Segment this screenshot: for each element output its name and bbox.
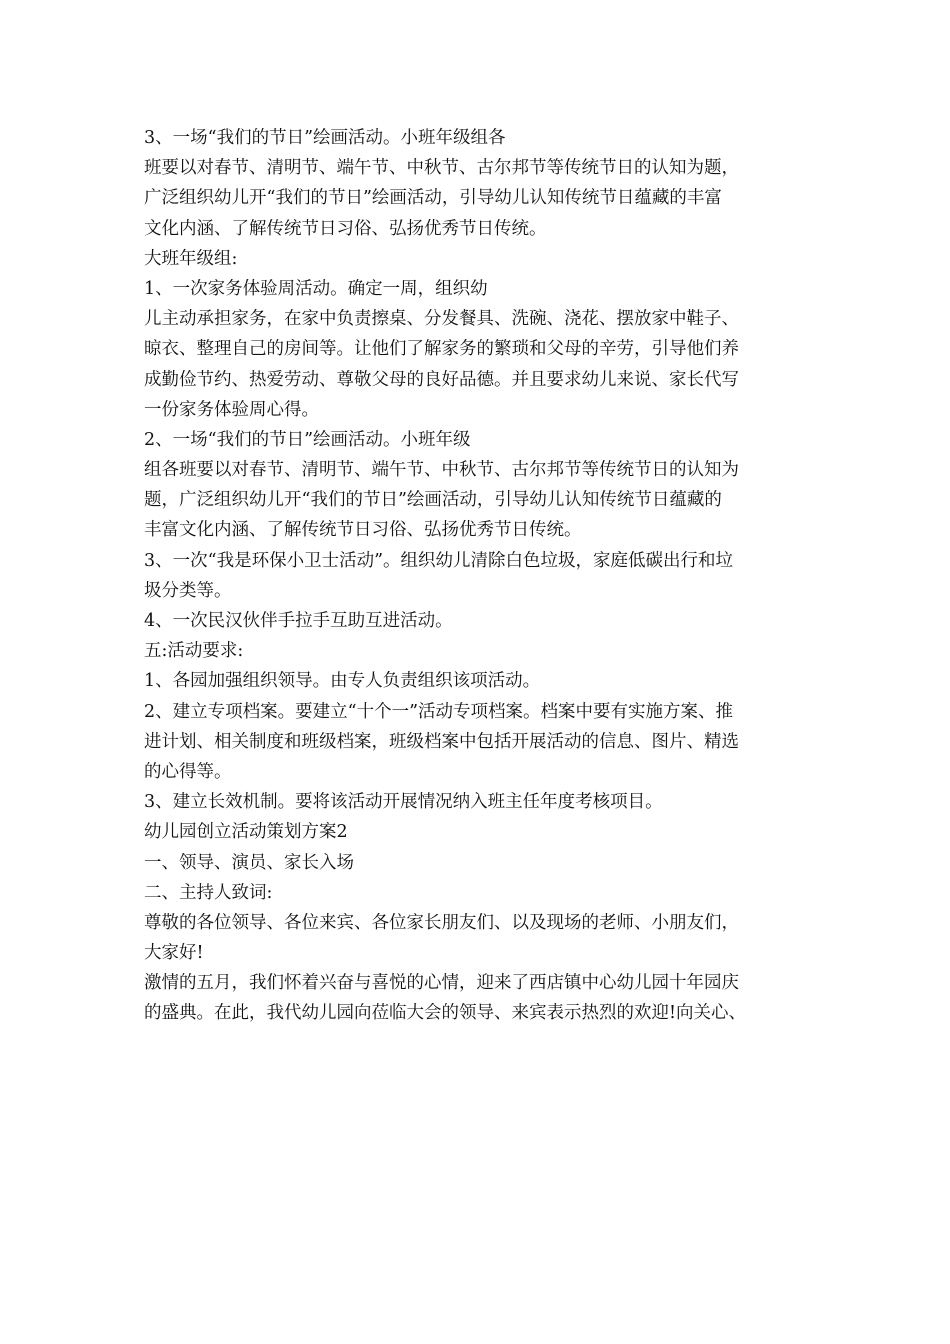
text-line: 1、各园加强组织领导。由专人负责组织该项活动。 [144,671,541,692]
text-line: 文化内涵、了解传统节日习俗、弘扬优秀节日传统。 [144,218,547,239]
text-line: 晾衣、整理自己的房间等。让他们了解家务的繁琐和父母的辛劳，引导他们养 [144,339,739,360]
text-line: 班要以对春节、清明节、端午节、中秋节、古尔邦节等传统节日的认知为题， [144,158,739,179]
text-line: 进计划、相关制度和班级档案，班级档案中包括开展活动的信息、图片、精选 [144,731,739,752]
section-heading: 大班年级组: [144,248,238,269]
text-line: 圾分类等。 [144,580,232,601]
document-subtitle: 幼儿园创立活动策划方案2 [144,822,348,843]
text-line: 广泛组织幼儿开“我们的节日”绘画活动，引导幼儿认知传统节日蕴藏的丰富 [144,188,722,209]
text-line: 2、一场“我们的节日”绘画活动。小班年级 [144,429,471,450]
text-line: 尊敬的各位领导、各位来宾、各位家长朋友们、以及现场的老师、小朋友们， [144,912,739,933]
text-line: 的盛典。在此，我代幼儿园向莅临大会的领导、来宾表示热烈的欢迎!向关心、 [144,1003,747,1024]
text-line: 3、一场“我们的节日”绘画活动。小班年级组各 [144,128,506,148]
text-line: 的心得等。 [144,761,232,782]
text-line: 一、领导、演员、家长入场 [144,852,354,873]
text-line: 1、一次家务体验周活动。确定一周，组织幼 [144,278,488,299]
text-line: 一份家务体验周心得。 [144,399,319,420]
text-line: 成勤俭节约、热爱劳动、尊敬父母的良好品德。并且要求幼儿来说、家长代写 [144,369,739,390]
text-line: 丰富文化内涵、了解传统节日习俗、弘扬优秀节日传统。 [144,520,582,541]
text-line: 2、建立专项档案。要建立“十个一”活动专项档案。档案中要有实施方案、推 [144,701,734,722]
text-line: 二、主持人致词: [144,882,273,903]
text-line: 激情的五月，我们怀着兴奋与喜悦的心情，迎来了西店镇中心幼儿园十年园庆 [144,973,739,994]
section-heading: 五:活动要求: [144,641,244,662]
text-line: 组各班要以对春节、清明节、端午节、中秋节、古尔邦节等传统节日的认知为 [144,460,739,481]
text-line: 3、建立长效机制。要将该活动开展情况纳入班主任年度考核项目。 [144,792,663,813]
text-line: 儿主动承担家务，在家中负责擦桌、分发餐具、洗碗、浇花、摆放家中鞋子、 [144,309,739,330]
document-body [144,123,814,1029]
text-line: 4、一次民汉伙伴手拉手互助互进活动。 [144,611,453,631]
text-line: 题，广泛组织幼儿开“我们的节日”绘画活动，引导幼儿认知传统节日蕴藏的 [144,490,722,511]
text-line: 大家好! [144,943,204,964]
text-line: 3、一次“我是环保小卫士活动”。组织幼儿清除白色垃圾，家庭低碳出行和垃 [144,550,734,571]
